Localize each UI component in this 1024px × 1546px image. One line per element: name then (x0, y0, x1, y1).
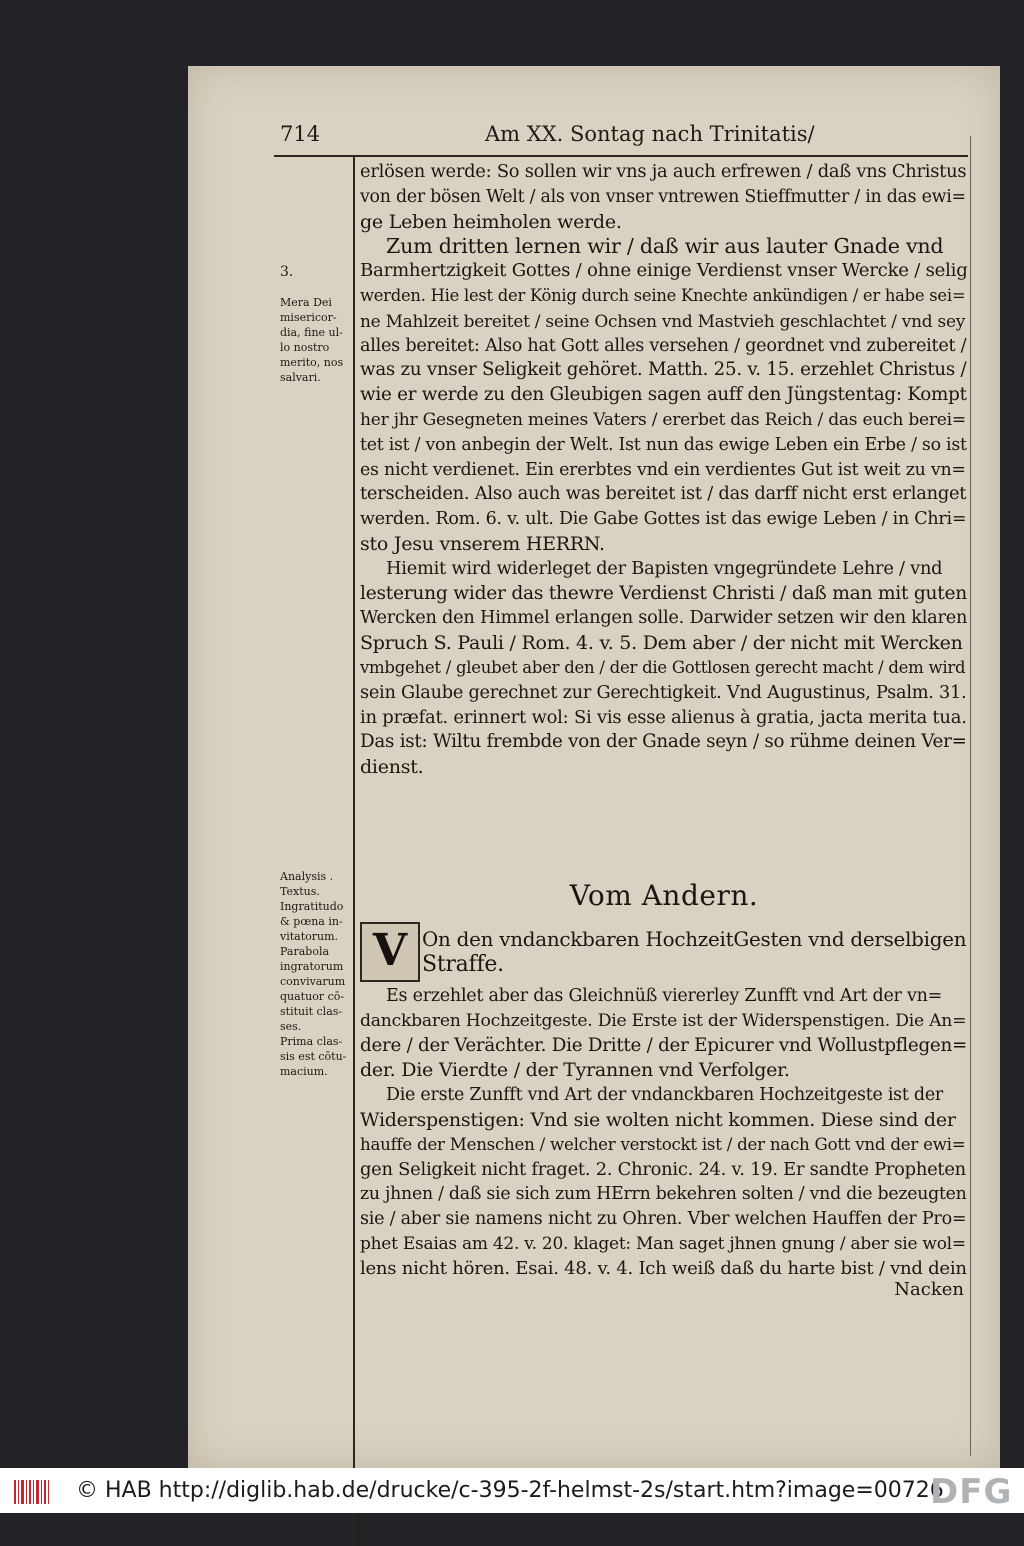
page-header (280, 118, 970, 154)
running-head: Am XX. Sontag nach Trinitatis/ (485, 122, 815, 146)
text-line: werden. Hie lest der König durch seine Knechte ankündigen / er habe sei= (360, 285, 966, 305)
margin-column-rule (353, 156, 355, 1546)
text-line: wie er werde zu den Gleubigen sagen auff den Jüngstentag: Kompt (360, 384, 967, 406)
dfg-logo: DFG (930, 1472, 1013, 1512)
margin-note (280, 250, 350, 385)
text-line: sie / aber sie namens nicht zu Ohren. Vber welchen Hauffen der Pro= (360, 1209, 967, 1230)
text-line: werden. Rom. 6. v. ult. Die Gabe Gottes ist das ewige Leben / in Chri= (360, 509, 967, 530)
text-line: her jhr Gesegneten meines Vaters / ererbet das Reich / das euch berei= (360, 409, 966, 430)
text-line: es nicht verdienet. Ein ererbtes vnd ein verdientes Gut ist weit zu vn= (360, 459, 966, 480)
text-line: terscheiden. Also auch was bereitet ist / das darff nicht erst erlanget (360, 483, 967, 505)
margin-note (280, 854, 350, 1079)
catchword: Nacken (894, 1279, 964, 1300)
text-line: Barmhertzigkeit Gottes / ohne einige Verdienst vnser Wercke / selig (360, 260, 968, 282)
decorated-initial: V (360, 922, 420, 982)
page-number: 714 (280, 122, 321, 146)
paragraph-four-kinds (360, 984, 968, 1083)
footer-bar (0, 1468, 1024, 1513)
text-line: von der bösen Welt / als von vnser vntrewen Stieffmutter / in das ewi= (360, 186, 966, 207)
text-line: lesterung wider das thewre Verdienst Christi / daß man mit guten (360, 582, 967, 604)
margin-note-text: Analysis . Textus. Ingratitudo & pœna in- vitatorum. Parabola ingratorum convivarum quatuor cō- stituit clas- ses. Prima clas- sis est cōtu- macium. (280, 870, 347, 1078)
text-line: sein Glaube gerechnet zur Gerechtigkeit. Vnd Augustinus, Psalm. 31. (360, 682, 967, 703)
text-line: was zu vnser Seligkeit gehöret. Matth. 25. v. 15. erzehlet Christus / (360, 359, 967, 381)
text-line: Die erste Zunfft vnd Art der vndanckbaren Hochzeitgeste ist der (386, 1085, 943, 1106)
paragraph-first-kind (360, 1083, 968, 1281)
text-line: phet Esaias am 42. v. 20. klaget: Man saget jhnen gnung / aber sie wol= (360, 1233, 966, 1254)
text-line: Widerspenstigen: Vnd sie wolten nicht kommen. Diese sind der (360, 1108, 956, 1131)
body-text (360, 160, 968, 1300)
text-line: alles bereitet: Also hat Gott alles versehen / geordnet vnd zubereitet / (360, 335, 967, 356)
text-line: Es erzehlet aber das Gleichnüß viererley Zunfft vnd Art der vn= (386, 986, 943, 1006)
barcode-icon (14, 1478, 50, 1506)
text-line: zu jhnen / daß sie sich zum HErrn bekehren solten / vnd die bezeugten (360, 1184, 967, 1205)
paragraph-continuation (360, 160, 968, 234)
text-line: dienst. (360, 756, 424, 779)
paragraph-third-point (360, 234, 968, 556)
text-line: Hiemit wird widerleget der Bapisten vngegründete Lehre / vnd (386, 557, 943, 579)
text-line: Wercken den Himmel erlangen solle. Darwider setzen wir den klaren (360, 608, 968, 629)
text-line: danckbaren Hochzeitgeste. Die Erste ist der Widerspenstigen. Die An= (360, 1010, 967, 1031)
paragraph-refutation (360, 557, 968, 780)
text-line: Zum dritten lernen wir / daß wir aus lauter Gnade vnd (386, 234, 944, 259)
text-line: ne Mahlzeit bereitet / seine Ochsen vnd Mastvieh geschlachtet / vnd sey (360, 310, 966, 331)
book-page (188, 66, 1000, 1468)
header-rule (274, 155, 968, 157)
text-line: der. Die Vierdte / der Tyrannen vnd Verfolger. (360, 1059, 790, 1082)
text-line: tet ist / von anbegin der Welt. Ist nun das ewige Leben ein Erbe / so ist (360, 434, 967, 455)
section-heading: Vom Andern. (569, 879, 759, 912)
text-block-edge (970, 136, 971, 1456)
text-line: in præfat. erinnert wol: Si vis esse alienus à gratia, jacta merita tua. (360, 706, 967, 728)
text-line: Straffe. (422, 951, 504, 976)
section-first-lines (422, 926, 968, 976)
text-line: Spruch S. Pauli / Rom. 4. v. 5. Dem aber / der nicht mit Wercken (360, 632, 963, 655)
source-url[interactable]: © HAB http://diglib.hab.de/drucke/c-395-2f-helmst-2s/start.htm?image=00726 (76, 1478, 944, 1503)
text-line: erlösen werde: So sollen wir vns ja auch erfrewen / daß vns Christus (360, 161, 967, 182)
text-line: On den vndanckbaren HochzeitGesten vnd derselbigen (422, 928, 967, 951)
margin-note-number: 3. (280, 264, 294, 280)
text-line: lens nicht hören. Esai. 48. v. 4. Ich weiß daß du harte bist / vnd dein (360, 1257, 967, 1279)
text-line: Das ist: Wiltu frembde von der Gnade seyn / so rühme deinen Ver= (360, 731, 967, 753)
text-line: hauffe der Menschen / welcher verstockt ist / der nach Gott vnd der ewi= (360, 1134, 966, 1154)
text-line: vmbgehet / gleubet aber den / der die Gottlosen gerecht macht / dem wird (360, 657, 966, 677)
margin-note-text: Mera Dei misericor- dia, fine ul- lo nostro merito, nos salvari. (280, 296, 344, 384)
section-body (360, 984, 968, 1282)
text-line: sto Jesu vnserem HERRN. (360, 532, 605, 555)
text-line: ge Leben heimholen werde. (360, 210, 622, 233)
text-line: dere / der Verächter. Die Dritte / der Epicurer vnd Wollustpflegen= (360, 1034, 968, 1056)
text-line: gen Seligkeit nicht fraget. 2. Chronic. 24. v. 19. Er sandte Propheten (360, 1158, 966, 1180)
